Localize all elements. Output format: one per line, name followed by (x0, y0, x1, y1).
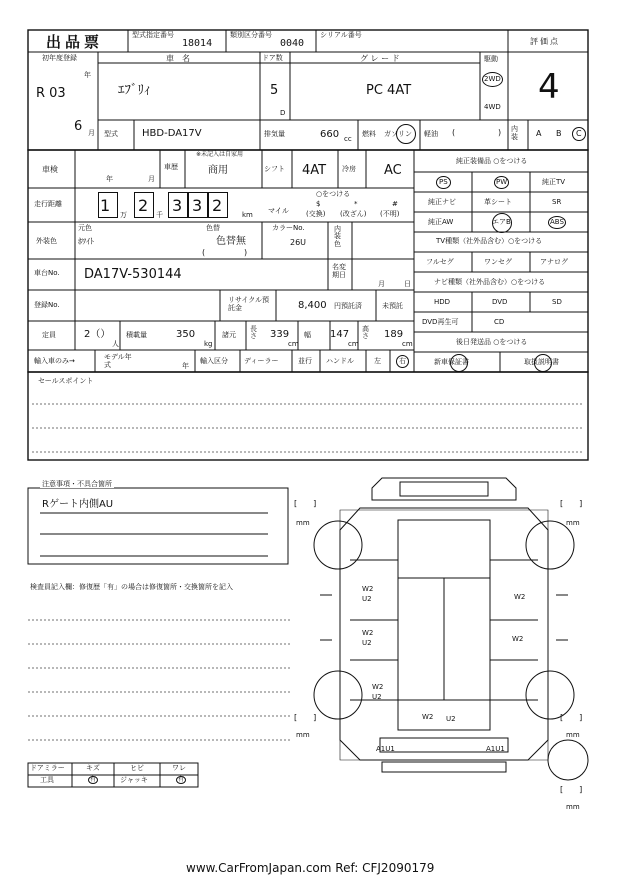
mileage-digit-1: 1 (100, 196, 111, 215)
first-reg-year: R 03 (36, 86, 66, 101)
recycle-label: リサイクル預託金 (228, 296, 270, 313)
shift-label: シフト (264, 165, 285, 173)
history-value: 商用 (208, 165, 228, 176)
bt-tools: 工具 (40, 776, 54, 784)
equip-leather: 革シート (484, 198, 512, 206)
later-warranty: 新車保証書 (434, 358, 469, 366)
color-paren-close: ) (244, 248, 248, 257)
model-label: 型式 (104, 130, 118, 138)
height-value: 189 (384, 329, 404, 340)
color-no: 26U (290, 238, 307, 247)
name-change-month: 月 (378, 280, 385, 288)
mm-bracket-4: [ ] (560, 713, 583, 722)
later-manual: 取扱説明書 (524, 358, 559, 366)
bt-break: ワレ (172, 764, 186, 772)
car-name-label: 車 名 (166, 54, 190, 63)
mileage-boxes (98, 192, 248, 218)
import-class-label: 輸入区分 (200, 357, 228, 365)
shaken-year-unit: 年 (106, 175, 113, 183)
color-no-label: カラーNo. (272, 224, 305, 232)
doors-label: ドア数 (262, 54, 283, 62)
bt-crack: ヒビ (130, 764, 144, 772)
load-value: 350 (176, 329, 196, 340)
height-unit: cm (402, 340, 413, 348)
interior-c-circled: C (572, 127, 586, 141)
interior-label: 内装 (511, 125, 518, 141)
color-change-label: 色替 (206, 224, 220, 232)
grade-score: 4 (538, 67, 560, 107)
displacement-value: 660 (320, 129, 340, 140)
drive-4wd: 4WD (484, 103, 501, 111)
first-reg-month-unit: 月 (88, 129, 95, 137)
length-label: 長さ (250, 325, 257, 341)
navi-sd: SD (552, 298, 562, 306)
mark-9: W2 (422, 713, 434, 721)
doors-sub: D (280, 109, 286, 117)
paren-open: ( (452, 128, 456, 137)
shaken-month-unit: 月 (148, 175, 155, 183)
length-value: 339 (270, 329, 290, 340)
interior-a: A (536, 129, 542, 138)
dims-label: 諸元 (222, 331, 236, 339)
load-label: 積載量 (126, 331, 147, 339)
bt-scratch: キズ (86, 764, 100, 772)
mile-label: マイル (268, 207, 289, 215)
fuel-value: ガソリン (384, 130, 412, 138)
mile-circle-note: ○をつける (316, 190, 351, 198)
mileage-digit-2: 2 (138, 196, 149, 215)
name-change-label: 名変期日 (332, 263, 346, 279)
type-approval-label: 型式指定番号 (132, 31, 174, 39)
mark-4: W2 (362, 629, 374, 637)
right-circled: 右 (396, 355, 409, 368)
equip-airbag: エアB (492, 218, 511, 226)
chassis-label: 車台No. (34, 269, 60, 277)
displacement-label: 排気量 (264, 130, 285, 138)
handle-label: ハンドル (326, 357, 354, 365)
width-value: 147 (330, 329, 350, 340)
tv-oneseg: ワンセグ (484, 258, 512, 266)
equip-navi: 純正ナビ (428, 198, 456, 206)
height-label: 高さ (362, 325, 369, 341)
mark-2: U2 (362, 595, 372, 603)
first-reg-label: 初年度登録 (42, 54, 77, 62)
mileage-digit-4: 3 (192, 196, 203, 215)
capacity-value: 2（） (84, 329, 111, 340)
sales-point-label: セールスポイント (38, 377, 94, 385)
bt-tools-yes: 有 (90, 776, 97, 783)
mm-label-5: mm (566, 803, 580, 811)
model-code: HBD-DA17V (142, 128, 202, 139)
unknown-sym: # (392, 200, 398, 208)
mark-7: W2 (372, 683, 384, 691)
grade-name: PC 4AT (366, 83, 412, 98)
mm-bracket-2: [ ] (560, 499, 583, 508)
mark-6: W2 (512, 635, 524, 643)
class-value: 0040 (280, 38, 305, 49)
tamper-sym: * (354, 200, 358, 208)
inspector-title: 検査員記入欄：修復歴「有」の場合は修復箇所・交換箇所を記入 (30, 583, 233, 591)
mm-label-1: mm (296, 519, 310, 527)
reg-no-label: 登録No. (34, 301, 60, 309)
navi-dvd: DVD (492, 298, 508, 306)
equip-ps: PS (436, 176, 451, 189)
navi-dvd-play: DVD再生可 (422, 318, 459, 326)
model-year-label: モデル年式 (104, 353, 132, 370)
history-note: ※未記入は自家用 (196, 151, 244, 158)
aircon-label: 冷房 (342, 165, 356, 173)
mark-3: W2 (514, 593, 526, 601)
interior-color-label: 内装色 (334, 225, 341, 248)
swap-label: (交換) (306, 210, 326, 218)
equip-airbag-circle (492, 213, 512, 233)
capacity-unit: 人 (112, 340, 119, 348)
fuel-label: 燃料 (362, 130, 376, 138)
type-approval-value: 18014 (182, 38, 213, 49)
mileage-digit-3: 3 (172, 196, 183, 215)
color-paren-open: ( (202, 248, 206, 257)
equip-abs: ABS (548, 216, 566, 229)
width-label: 幅 (304, 331, 311, 339)
aircon-value: AC (384, 163, 402, 178)
tv-analog: アナログ (540, 258, 568, 266)
interior-b: B (556, 129, 562, 138)
serial-label: シリアル番号 (320, 31, 362, 39)
displacement-unit: cc (344, 135, 352, 143)
unknown-label: (不明) (380, 210, 400, 218)
drive-label: 駆動 (484, 55, 498, 63)
tv-fullseg: フルセグ (426, 258, 454, 266)
load-unit: kg (204, 340, 213, 348)
doors-value: 5 (270, 83, 279, 98)
equip-tv: 純正TV (542, 178, 566, 186)
original-color: ﾎﾜｲﾄ (78, 237, 94, 246)
notes-title: 注意事項・不具合箇所 (42, 480, 112, 488)
left-label: 左 (374, 357, 381, 365)
length-unit: cm (288, 340, 299, 348)
original-color-label: 元色 (78, 224, 92, 232)
history-label: 車歴 (164, 163, 178, 171)
first-reg-year-unit: 年 (84, 71, 91, 79)
mark-8: U2 (372, 693, 382, 701)
capacity-label: 定員 (42, 331, 56, 339)
light-oil-label: 軽油 (424, 130, 438, 138)
bt-jack-yes: 有 (178, 776, 185, 783)
dealer-label: ディーラー (244, 357, 279, 365)
bt-door-mirror: ドアミラー (30, 764, 65, 772)
mileage-digit-5: 2 (212, 196, 223, 215)
notes-text: Rゲート内側AU (42, 499, 114, 510)
recycle-unit: 円預託済 (334, 302, 362, 310)
mm-bracket-3: [ ] (294, 713, 317, 722)
mileage-man: 万 (120, 211, 127, 219)
recycle-amount: 8,400 (298, 300, 327, 311)
equip-aw: 純正AW (428, 218, 454, 226)
shift-value: 4AT (302, 163, 327, 178)
later-title: 後日発送品 ○をつける (456, 338, 528, 346)
tamper-label: (改ざん) (340, 210, 367, 218)
navi-title: ナビ種類（社外品含む）○をつける (434, 278, 546, 286)
later-manual-circle (534, 354, 552, 372)
exterior-label: 外装色 (36, 237, 57, 245)
model-year-unit: 年 (182, 362, 189, 370)
mm-label-4: mm (566, 731, 580, 739)
paren-close: ) (498, 128, 502, 137)
width-unit: cm (348, 340, 359, 348)
later-warranty-circle (450, 354, 468, 372)
import-label: 輸入車のみ→ (34, 357, 75, 365)
mark-11: A1U1 (376, 745, 395, 753)
unpaid-label: 未預託 (382, 302, 403, 310)
mileage-sen: 千 (156, 211, 163, 219)
fuel-circle (396, 124, 416, 144)
doc-title: 出品票 (46, 33, 104, 51)
navi-cd: CD (494, 318, 505, 326)
mm-label-2: mm (566, 519, 580, 527)
color-change-value: 色替無 (216, 236, 246, 247)
mileage-unit: km (242, 211, 253, 219)
drive-2wd-circled: 2WD (482, 72, 503, 87)
parallel-label: 並行 (298, 357, 312, 365)
grade-score-label: 評価点 (530, 37, 560, 46)
car-name: ｴﾌﾞﾘｨ (118, 83, 151, 98)
bt-jack: ジャッキ (120, 776, 148, 784)
mark-12: A1U1 (486, 745, 505, 753)
shaken-label: 車検 (42, 165, 58, 174)
mark-1: W2 (362, 585, 374, 593)
footer-ref: www.CarFromJapan.com Ref: CFJ2090179 (186, 861, 435, 875)
mark-10: U2 (446, 715, 456, 723)
swap-sym: $ (316, 200, 321, 208)
first-reg-month: 6 (74, 119, 83, 134)
mm-label-3: mm (296, 731, 310, 739)
grade-name-label: グ レ ー ド (360, 54, 400, 63)
mm-bracket-5: [ ] (560, 785, 583, 794)
name-change-day: 日 (404, 280, 411, 288)
equip-title: 純正装備品 ○をつける (456, 157, 528, 165)
navi-hdd: HDD (434, 298, 451, 306)
equip-sr: SR (552, 198, 562, 206)
equip-pw: PW (494, 176, 509, 189)
mm-bracket-1: [ ] (294, 499, 317, 508)
chassis-no: DA17V-530144 (84, 267, 182, 282)
mark-5: U2 (362, 639, 372, 647)
mileage-label: 走行距離 (34, 200, 62, 208)
class-label: 類別区分番号 (230, 31, 272, 39)
tv-title: TV種類（社外品含む）○をつける (436, 237, 543, 245)
